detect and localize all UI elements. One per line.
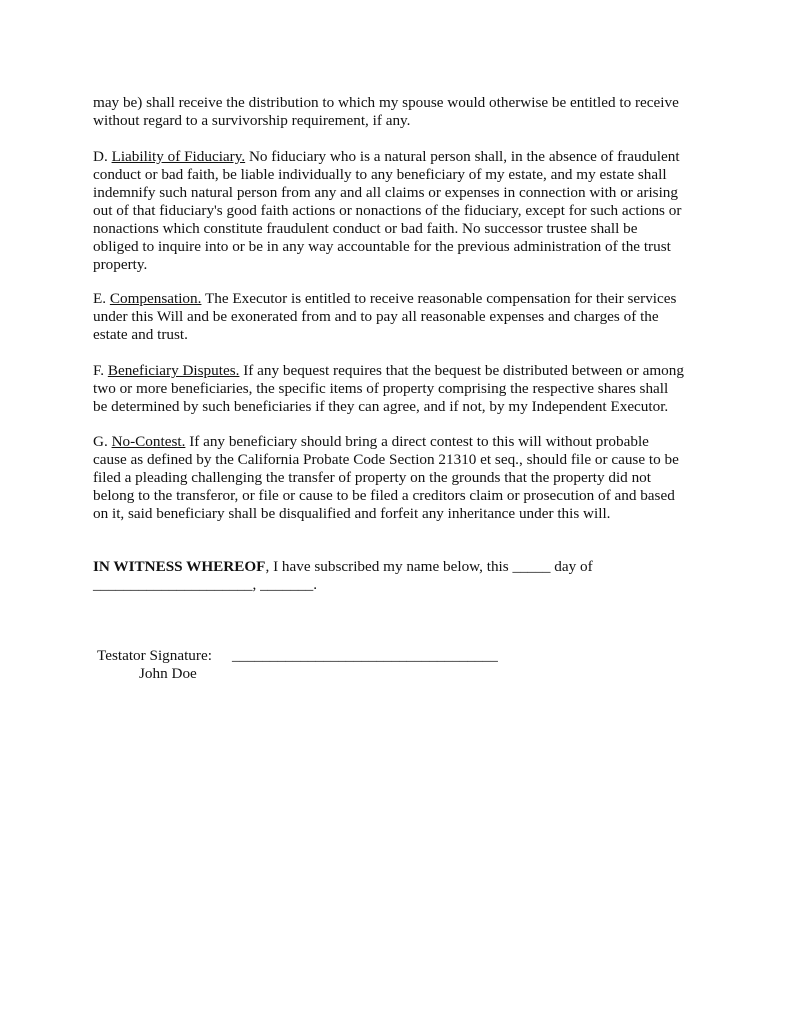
paragraph-letter: D. — [93, 148, 108, 165]
text-fragment: No fiduciary who is a natural person shall, in the absence of fraudulent — [248, 148, 680, 165]
text-fragment: If any bequest requires that the bequest be distributed between or among — [243, 362, 684, 379]
paragraph-letter: E. — [93, 290, 107, 307]
text-line — [93, 558, 705, 576]
text-line: indemnify such natural person from any and all claims or expenses in connection with or arising — [93, 184, 678, 201]
witness-heading: IN WITNESS WHEREOF — [93, 558, 266, 575]
signature-label: Testator Signature: — [97, 647, 212, 664]
text-line: may be) shall receive the distribution to which my spouse would otherwise be entitled to receive — [93, 94, 679, 111]
section-heading: Compensation. — [109, 290, 202, 307]
text-line: nonactions which constitute fraudulent conduct or bad faith. No successor trustee shall be — [93, 220, 638, 237]
text-fragment: If any beneficiary should bring a direct contest to this will without probable — [189, 433, 649, 450]
text-line — [93, 148, 705, 166]
paragraph-compensation — [93, 290, 705, 344]
text-line — [93, 290, 705, 308]
text-line — [93, 362, 705, 380]
paragraph-liability-of-fiduciary — [93, 148, 705, 274]
text-line: property. — [93, 256, 148, 273]
text-line: filed a pleading challenging the transfer of property on the grounds that the property did not — [93, 469, 651, 486]
text-line: estate and trust. — [93, 326, 188, 343]
text-fragment: , I have subscribed my name below, this _____ day of — [265, 558, 593, 575]
text-line: belong to the transferor, or file or cause to be filed a creditors claim or prosecution of and based — [93, 487, 675, 504]
section-heading: Liability of Fiduciary. — [111, 148, 246, 165]
witness-clause — [93, 558, 705, 594]
text-line: without regard to a survivorship requirement, if any. — [93, 112, 411, 129]
paragraph-letter: F. — [93, 362, 105, 379]
paragraph-letter: G. — [93, 433, 108, 450]
paragraph-continuation — [93, 94, 705, 130]
paragraph-no-contest — [93, 433, 705, 523]
section-heading: No-Contest. — [111, 433, 186, 450]
text-line: under this Will and be exonerated from and to pay all reasonable expenses and charges of the — [93, 308, 659, 325]
signature-row — [97, 647, 498, 665]
text-line: be determined by such beneficiaries if they can agree, and if not, by my Independent Executor. — [93, 398, 669, 415]
text-fragment: The Executor is entitled to receive reasonable compensation for their services — [204, 290, 677, 307]
text-line: cause as defined by the California Probate Code Section 21310 et seq., should file or cause to be — [93, 451, 679, 468]
section-heading: Beneficiary Disputes. — [107, 362, 240, 379]
signature-line: ___________________________________ — [232, 647, 498, 664]
text-line: on it, said beneficiary shall be disqualified and forfeit any inheritance under this will. — [93, 505, 611, 522]
date-blank-line: _____________________, _______. — [93, 576, 318, 593]
text-line: out of that fiduciary's good faith actions or nonactions of the fiduciary, except for such actions or — [93, 202, 682, 219]
text-line — [93, 433, 705, 451]
text-line: obliged to inquire into or be in any way accountable for the previous administration of the trust — [93, 238, 671, 255]
text-line: two or more beneficiaries, the specific items of property comprising the respective shares shall — [93, 380, 669, 397]
testator-name: John Doe — [139, 665, 197, 682]
text-line: conduct or bad faith, be liable individually to any beneficiary of my estate, and my estate shall — [93, 166, 667, 183]
paragraph-beneficiary-disputes — [93, 362, 705, 416]
